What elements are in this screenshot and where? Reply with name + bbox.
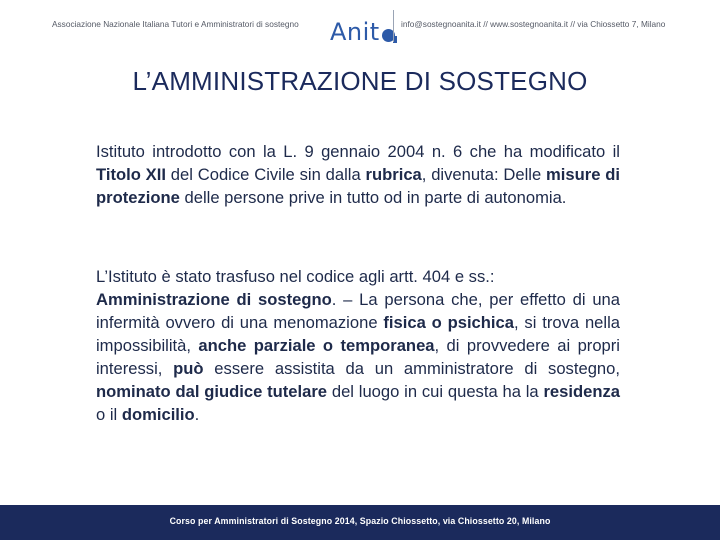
text-run: , di provvedere ai propri interessi, xyxy=(96,336,620,378)
bold-run: misure di protezione xyxy=(96,165,620,207)
logo-text: Anit xyxy=(330,18,380,46)
text-run: del luogo in cui questa ha la xyxy=(327,382,544,401)
footer-text: Corso per Amministratori di Sostegno 2014, Spazio Chiossetto, via Chiossetto 20, Milano xyxy=(169,516,551,526)
text-run: . – La persona che, per effetto di una infermità ovvero di una menomazione xyxy=(96,290,621,332)
header xyxy=(0,0,720,58)
association-name: Associazione Nazionale Italiana Tutori e Amministratori di sostegno xyxy=(52,19,299,29)
bold-run: Amministrazione di sostegno xyxy=(96,290,332,309)
bold-run: anche parziale o temporanea xyxy=(198,336,435,355)
text-run: essere assistita da un amministratore di sostegno, xyxy=(203,359,620,378)
paragraph-intro xyxy=(96,140,620,209)
anita-logo xyxy=(330,8,395,44)
footer-bar xyxy=(0,505,720,540)
bold-run: Titolo XII xyxy=(96,165,166,184)
bold-run: domicilio xyxy=(121,405,195,424)
header-contacts: info@sostegnoanita.it // www.sostegnoanita.it // via Chiossetto 7, Milano xyxy=(401,19,666,29)
text-run: Istituto introdotto con la L. 9 gennaio 2004 n. 6 che ha modificato il xyxy=(96,142,620,161)
text-run: del Codice Civile sin dalla xyxy=(165,165,366,184)
text-run: . xyxy=(194,405,200,424)
bold-run: rubrica xyxy=(365,165,422,184)
bold-run: fisica o psichica xyxy=(383,313,514,332)
bold-run: può xyxy=(173,359,204,378)
text-run: delle persone prive in tutto od in parte di autonomia. xyxy=(179,188,567,207)
article-body xyxy=(96,288,620,426)
paragraph-article xyxy=(96,265,620,426)
header-divider xyxy=(393,10,394,42)
article-intro: L’Istituto è stato trasfuso nel codice agli artt. 404 e ss.: xyxy=(96,267,495,286)
text-run: , si trova nella impossibilità, xyxy=(96,313,621,355)
text-run: , divenuta: Delle xyxy=(421,165,547,184)
bold-run: residenza xyxy=(543,382,621,401)
text-run: o il xyxy=(96,405,122,424)
slide-title: L’AMMINISTRAZIONE DI SOSTEGNO xyxy=(132,66,588,96)
bold-run: nominato dal giudice tutelare xyxy=(96,382,328,401)
